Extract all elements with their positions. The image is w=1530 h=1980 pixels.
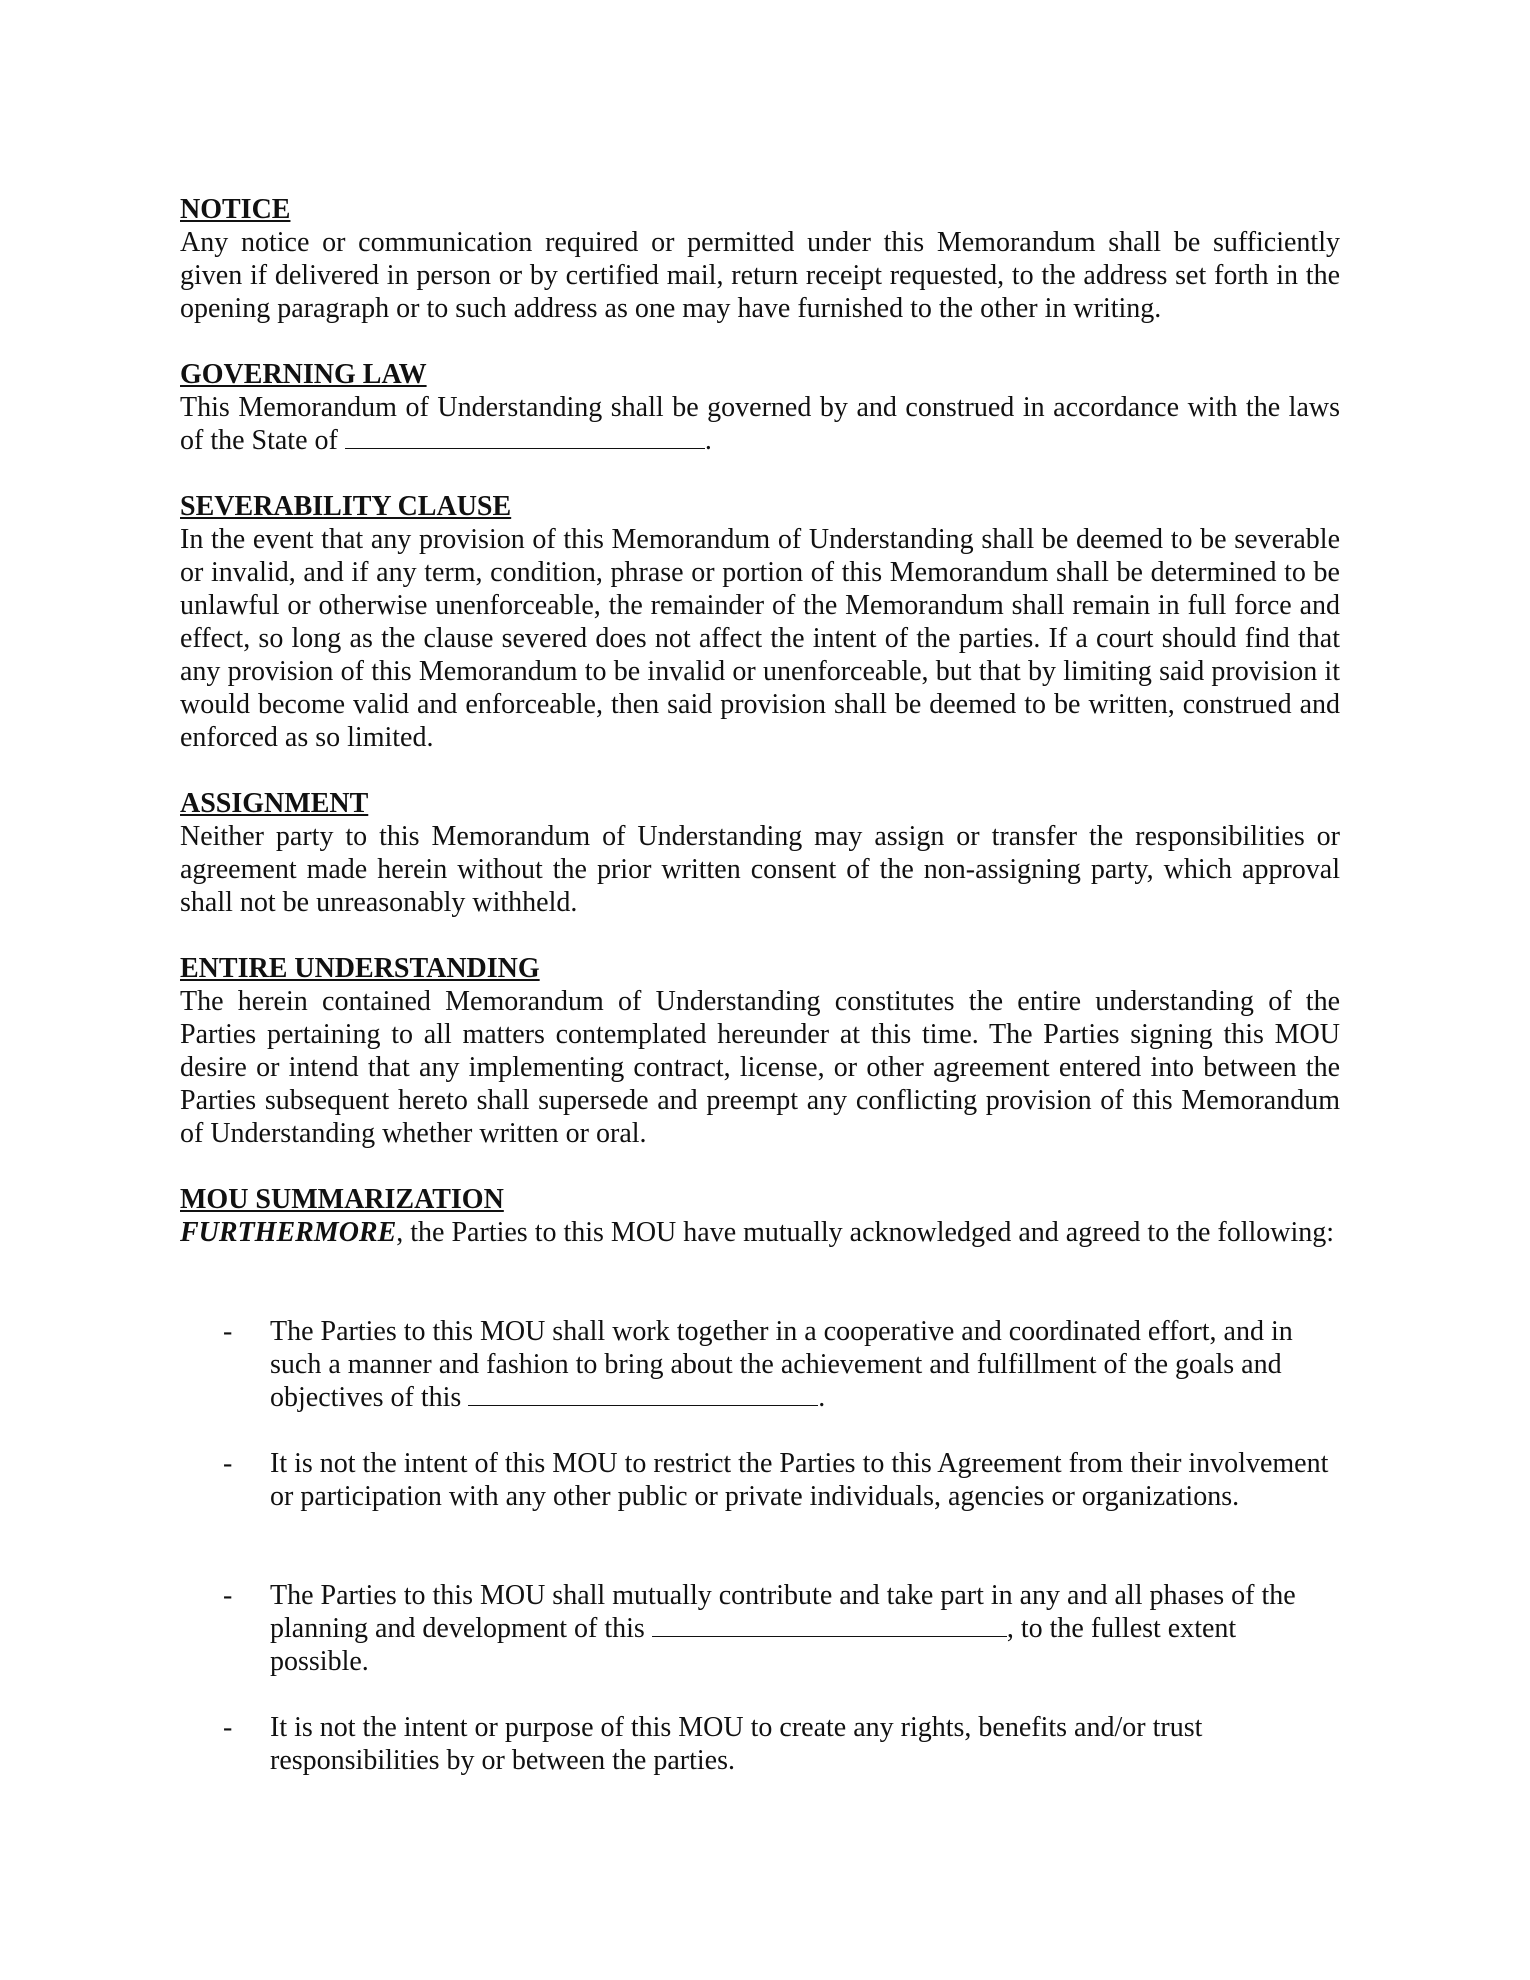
bullet-2-text: It is not the intent of this MOU to restrict the Parties to this Agreement from their involvement or participation with any other public or private individuals, agencies or organizations.	[270, 1448, 1329, 1512]
section-heading-assignment: ASSIGNMENT	[180, 788, 369, 819]
section-heading-governing-law: GOVERNING LAW	[180, 359, 427, 390]
section-entire-understanding	[180, 952, 1340, 1150]
bullet-dash: -	[223, 1316, 233, 1347]
furthermore-emphasis: FURTHERMORE	[180, 1217, 397, 1248]
bullet-1-period: .	[818, 1382, 826, 1413]
bullet-text	[270, 1315, 1335, 1414]
development-blank-line	[652, 1612, 1007, 1637]
bullet-1-text: The Parties to this MOU shall work together in a cooperative and coordinated effort, and in such a manner and fashion to bring about the achievement and fulfillment of the goals and objectives of this	[270, 1316, 1293, 1413]
section-heading-notice: NOTICE	[180, 194, 291, 225]
section-body-entire-understanding: The herein contained Memorandum of Understanding constitutes the entire understanding of the Parties pertaining to all matters contemplated hereunder at this time. The Parties signing this MOU desire or intend that any implementing contract, license, or other agreement entered into between the Parties subsequent hereto shall supersede and preempt any conflicting provision of this Memorandum of Understanding whether written or oral.	[180, 986, 1340, 1149]
section-notice	[180, 193, 1340, 325]
section-governing-law	[180, 358, 1340, 457]
bullet-dash: -	[223, 1448, 233, 1479]
section-mou-summarization	[180, 1183, 1340, 1249]
bullet-dash: -	[223, 1712, 233, 1743]
summarization-lead-text: , the Parties to this MOU have mutually acknowledged and agreed to the following:	[396, 1217, 1335, 1248]
bullet-3-rest: , to the fullest extent possible.	[270, 1613, 1237, 1677]
bullet-3-text: The Parties to this MOU shall mutually contribute and take part in any and all phases of the planning and development of this	[270, 1580, 1296, 1644]
section-heading-entire-understanding: ENTIRE UNDERSTANDING	[180, 953, 540, 984]
section-assignment	[180, 787, 1340, 919]
section-severability	[180, 490, 1340, 754]
section-body-severability: In the event that any provision of this Memorandum of Understanding shall be deemed to be severable or invalid, and if any term, condition, phrase or portion of this Memorandum shall be determined to be unlawful or otherwise unenforceable, the remainder of the Memorandum shall remain in full force and effect, so long as the clause severed does not affect the intent of the parties. If a court should find that any provision of this Memorandum to be invalid or unenforceable, but that by limiting said provision it would become valid and enforceable, then said provision shall be deemed to be written, construed and enforced as so limited.	[180, 524, 1340, 753]
bullet-dash: -	[223, 1580, 233, 1611]
section-body-governing-law	[180, 391, 1340, 457]
state-blank-line	[345, 424, 705, 449]
governing-law-period: .	[704, 425, 712, 456]
section-heading-severability: SEVERABILITY CLAUSE	[180, 491, 512, 522]
bullet-text	[270, 1579, 1335, 1678]
goals-blank-line	[468, 1381, 818, 1406]
section-heading-mou-summarization: MOU SUMMARIZATION	[180, 1184, 504, 1215]
bullet-4-text: It is not the intent or purpose of this MOU to create any rights, benefits and/or trust responsibilities by or between the parties.	[270, 1712, 1203, 1776]
section-body-assignment: Neither party to this Memorandum of Understanding may assign or transfer the responsibilities or agreement made herein without the prior written consent of the non-assigning party, which approval shall not be unreasonably withheld.	[180, 821, 1340, 918]
section-body-notice: Any notice or communication required or permitted under this Memorandum shall be sufficiently given if delivered in person or by certified mail, return receipt requested, to the address set forth in the opening paragraph or to such address as one may have furnished to the other in writing.	[180, 227, 1340, 324]
section-body-mou-summarization	[180, 1216, 1340, 1249]
governing-law-text: This Memorandum of Understanding shall be governed by and construed in accordance with the laws of the State of	[180, 392, 1340, 456]
